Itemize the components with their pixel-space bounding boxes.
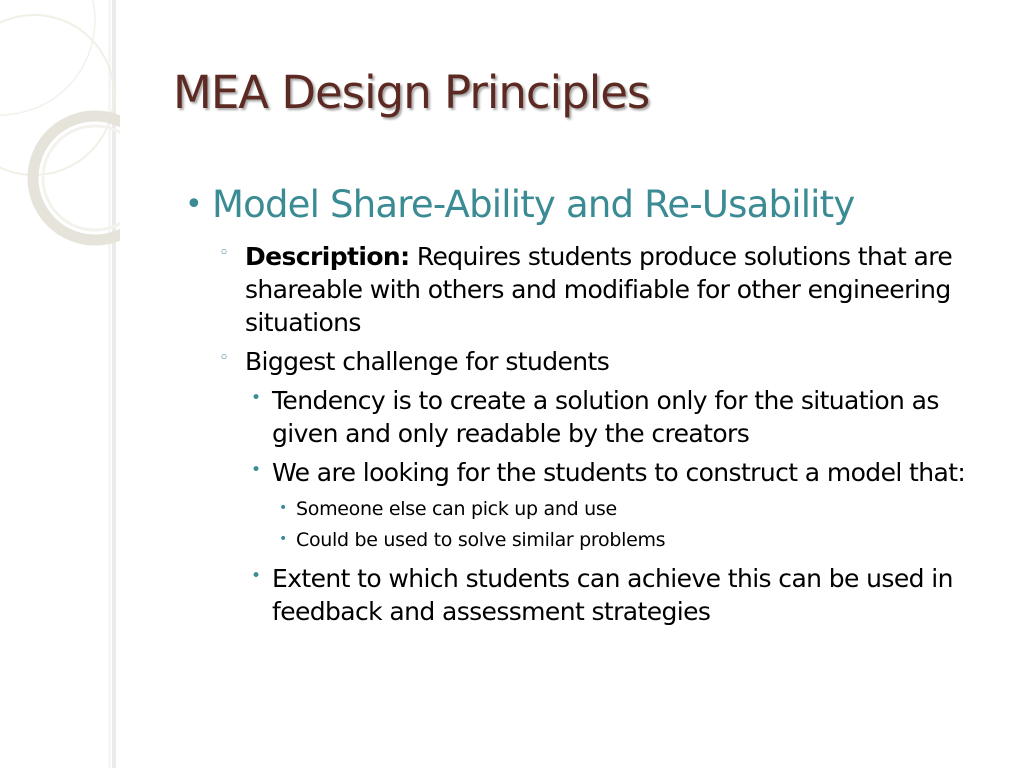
sub-sub-bullet-tendency xyxy=(251,384,1000,450)
slide-title: MEA Design Principles xyxy=(173,66,650,119)
description-text: Requires students produce solutions that are shareable with others and modifiable for other engineering situations xyxy=(245,242,953,337)
small-dot-bullet-icon: • xyxy=(251,388,261,408)
ring-large xyxy=(0,15,114,175)
extent-text: Extent to which students can achieve this can be used in feedback and assessment strategies xyxy=(272,564,953,626)
sub-sub-bullet-extent xyxy=(251,562,1000,628)
decorative-rings xyxy=(0,0,120,768)
looking-for-text: We are looking for the students to construct a model that: xyxy=(272,458,966,487)
ring-thick xyxy=(33,116,120,240)
bullet-text: Model Share-Ability and Re-Usability xyxy=(212,183,855,226)
small-dot-bullet-icon: • xyxy=(251,460,261,480)
someone-else-text: Someone else can pick up and use xyxy=(296,498,617,520)
level-4-bullet-someone-else xyxy=(279,495,1000,523)
sub-bullet-description xyxy=(219,240,1000,339)
sub-sub-bullet-looking-for xyxy=(251,456,1000,489)
bullet-dot-icon: • xyxy=(185,187,202,222)
slide-content xyxy=(185,182,1000,628)
bullet-level-1 xyxy=(185,182,1000,228)
tendency-text: Tendency is to create a solution only for the situation as given and only readable by the creators xyxy=(272,386,939,448)
similar-problems-text: Could be used to solve similar problems xyxy=(296,529,666,551)
level-4-bullet-similar-problems xyxy=(279,526,1000,554)
small-dot-bullet-icon: • xyxy=(251,566,261,586)
sub-bullet-challenge xyxy=(219,345,1000,378)
description-label: Description: xyxy=(245,242,410,271)
open-circle-bullet-icon: ◦ xyxy=(219,243,229,263)
challenge-text: Biggest challenge for students xyxy=(245,347,610,376)
open-circle-bullet-icon: ◦ xyxy=(219,348,229,368)
small-dot-bullet-icon: • xyxy=(279,531,287,547)
small-dot-bullet-icon: • xyxy=(279,500,287,516)
